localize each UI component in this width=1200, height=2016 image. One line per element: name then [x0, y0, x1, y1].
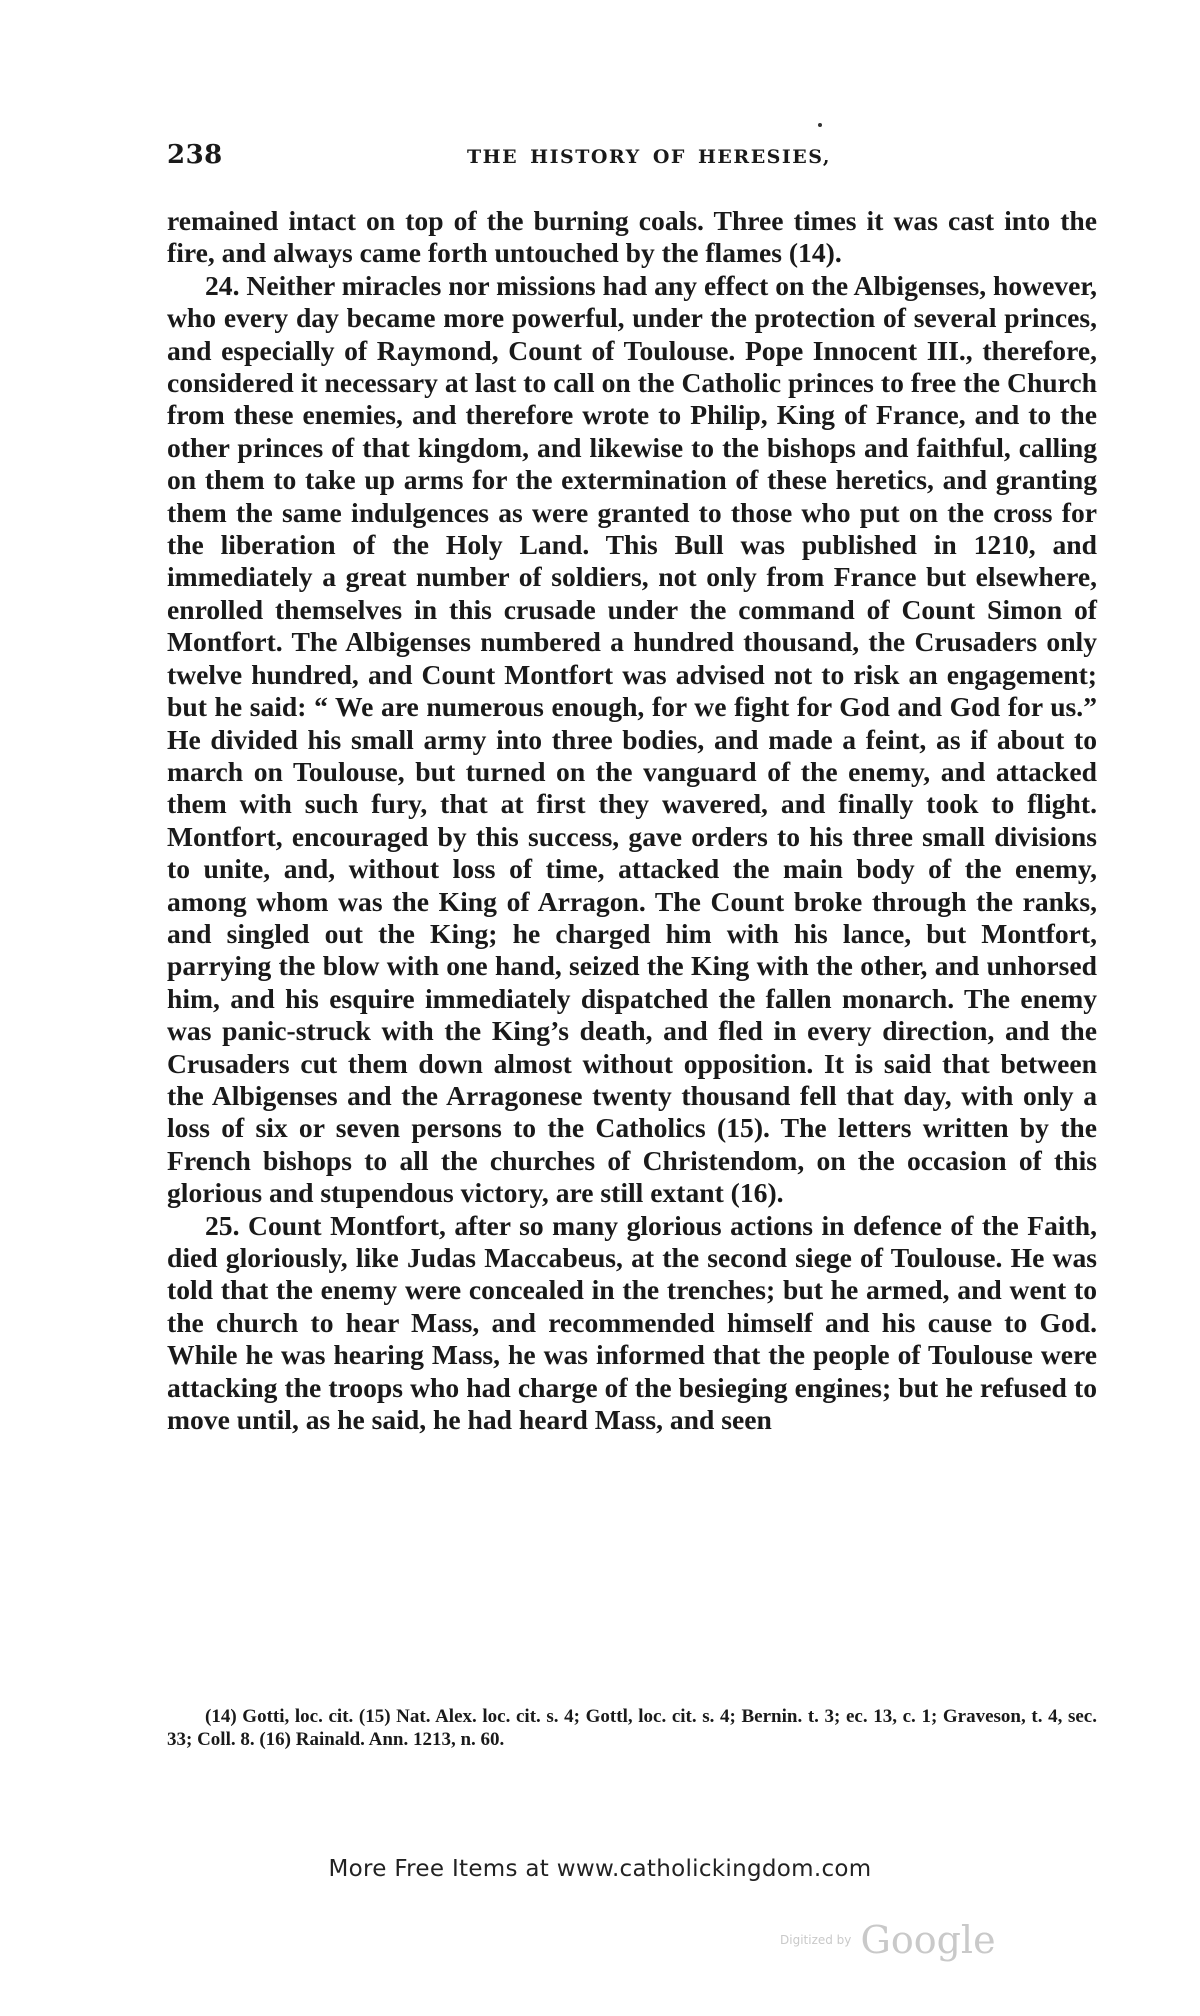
promo-line: More Free Items at www.catholickingdom.com: [328, 1856, 872, 1882]
google-logo: Google: [860, 1918, 996, 1962]
footnote-text: (14) Gotti, loc. cit. (15) Nat. Alex. loc. cit. s. 4; Gottl, loc. cit. s. 4; Bernin. t. 3; ec. 13, c. 1; Graveson, t. 4, sec. 33; Coll. 8. (16) Rainald. Ann. 1213, n. 60.: [167, 1706, 1097, 1750]
page-header: [167, 140, 1097, 170]
page-number: 238: [167, 140, 223, 170]
paragraph-continuation: remained intact on top of the burning coals. Three times it was cast into the fire, and always came forth untouched by the flames (14).: [167, 205, 1097, 269]
footnotes: [167, 1705, 1097, 1751]
running-title: THE HISTORY OF HERESIES,: [467, 146, 831, 168]
body-text: [167, 205, 1097, 1436]
digitized-by-label: Digitized by: [780, 1933, 852, 1947]
paragraph-25: 25. Count Montfort, after so many glorious actions in defence of the Faith, died gloriously, like Judas Maccabeus, at the second siege of Toulouse. He was told that the enemy were concealed in the trenches; but he armed, and went to the church to hear Mass, and recommended himself and his cause to God. While he was hearing Mass, he was informed that the people of Toulouse were attacking the troops who had charge of the besieging engines; but he refused to move until, as he said, he had heard Mass, and seen: [167, 1209, 1097, 1436]
print-speck: [818, 123, 822, 127]
paragraph-24: 24. Neither miracles nor missions had any effect on the Albigenses, however, who every day became more powerful, under the protection of several princes, and especially of Raymond, Count of Toulouse. Pope Innocent III., therefore, considered it necessary at last to call on the Catholic princes to free the Church from these enemies, and therefore wrote to Philip, King of France, and to the other princes of that kingdom, and likewise to the bishops and faithful, calling on them to take up arms for the extermination of these heretics, and granting them the same indulgences as were granted to those who put on the cross for the liberation of the Holy Land. This Bull was published in 1210, and immediately a great number of soldiers, not only from France but elsewhere, enrolled themselves in this crusade under the command of Count Simon of Montfort. The Albigenses numbered a hundred thousand, the Crusaders only twelve hundred, and Count Montfort was advised not to risk an engagement; but he said: “ We are numerous enough, for we fight for God and God for us.” He divided his small army into three bodies, and made a feint, as if about to march on Toulouse, but turned on the vanguard of the enemy, and attacked them with such fury, that at first they wavered, and finally took to flight. Montfort, encouraged by this success, gave orders to his three small divisions to unite, and, without loss of time, attacked the main body of the enemy, among whom was the King of Arragon. The Count broke through the ranks, and singled out the King; he charged him with his lance, but Montfort, parrying the blow with one hand, seized the King with the other, and unhorsed him, and his esquire immediately dispatched the fallen monarch. The enemy was panic-struck with the King’s death, and fled in every direction, and the Crusaders cut them down almost without opposition. It is said that between the Albigenses and the Arragonese twenty thousand fell that day, with only a loss of six or seven persons to the Catholics (15). The letters written by the French bishops to all the churches of Christendom, on the occasion of this glorious and stupendous victory, are still extant (16).: [167, 269, 1097, 1209]
digitized-watermark: [780, 1918, 996, 1962]
